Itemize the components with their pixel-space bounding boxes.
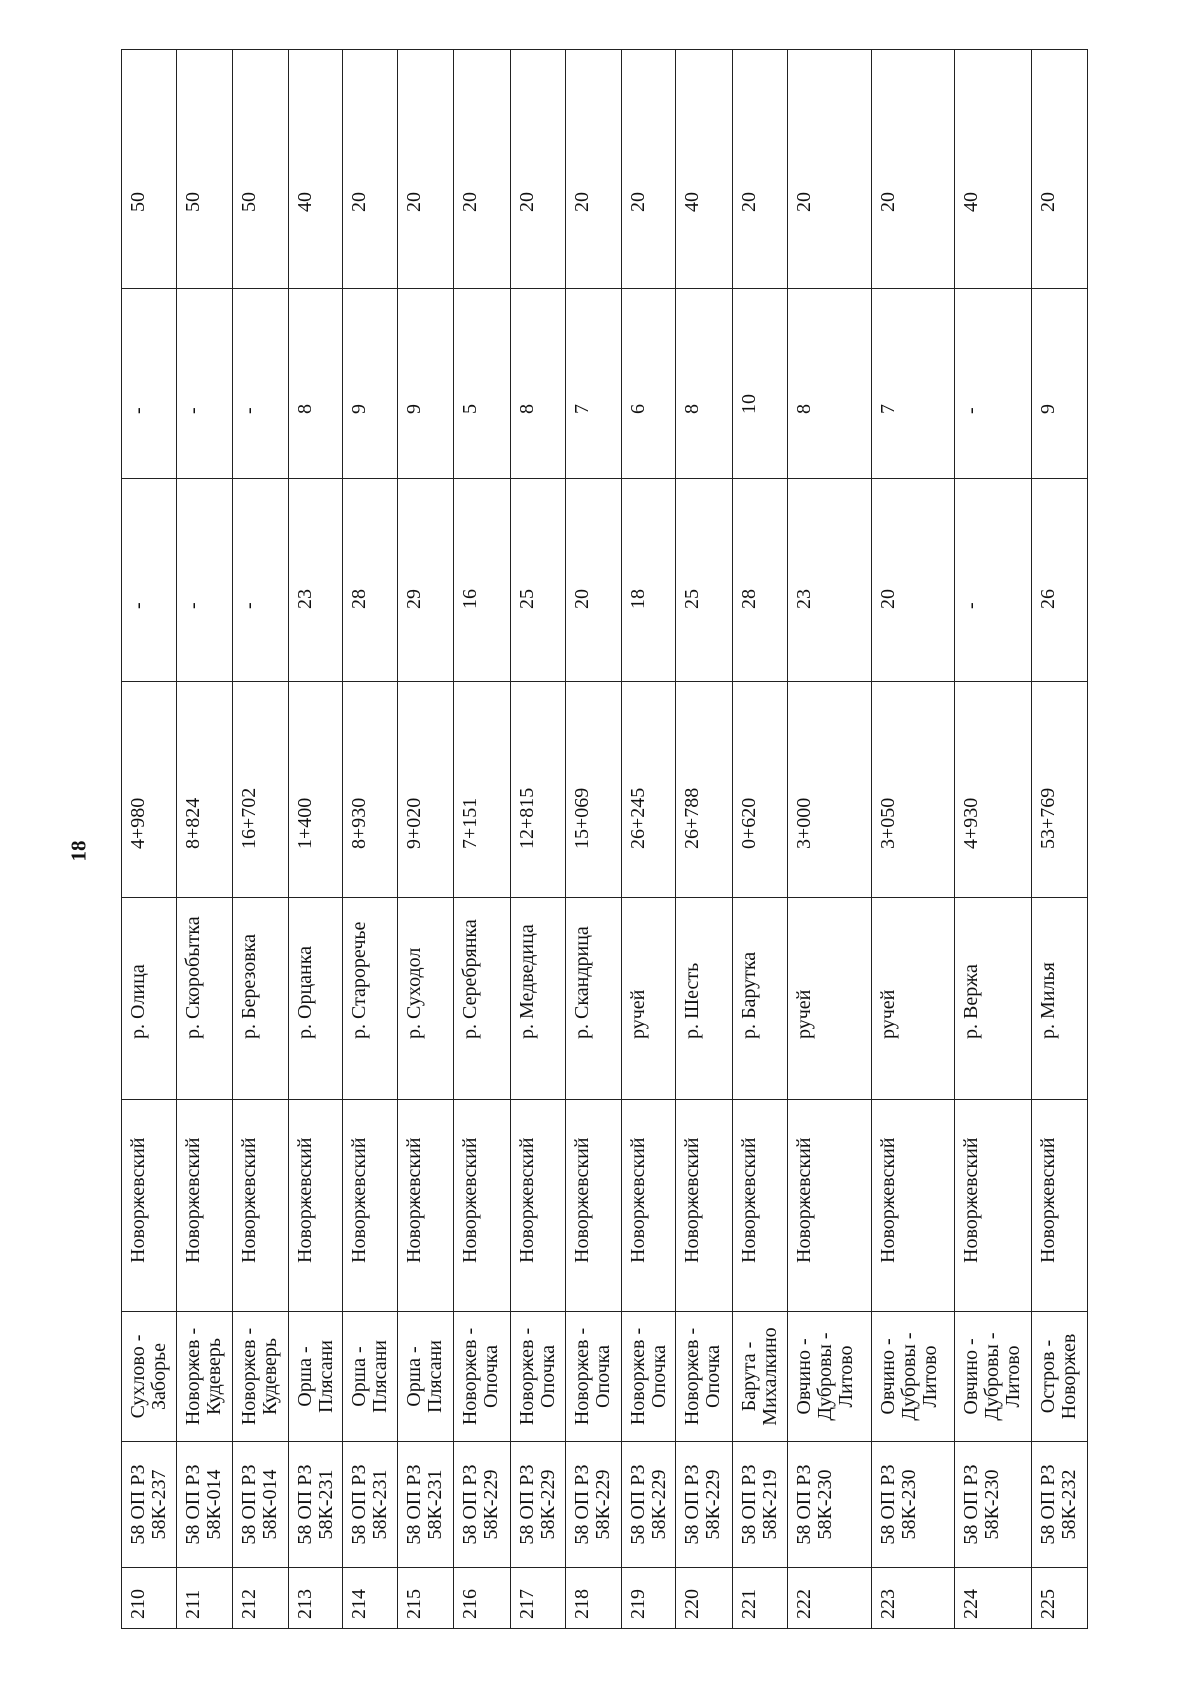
width-value: - bbox=[122, 289, 177, 479]
row-number: 221 bbox=[732, 1568, 788, 1629]
road-code: 58 ОП РЗ 58К-014 bbox=[233, 1442, 289, 1568]
road-direction: Барута - Михалкино bbox=[732, 1312, 788, 1442]
value-cell: 20 bbox=[453, 50, 511, 289]
district: Новоржевский bbox=[288, 1100, 343, 1312]
road-direction: Орша - Плясани bbox=[288, 1312, 343, 1442]
distance-km: 1+400 bbox=[288, 682, 343, 898]
value-cell: 20 bbox=[1032, 50, 1088, 289]
road-direction: Овчино - Дубровы - Литово bbox=[788, 1312, 871, 1442]
table-row bbox=[565, 50, 621, 1629]
row-number: 213 bbox=[288, 1568, 343, 1629]
distance-km: 8+930 bbox=[343, 682, 398, 898]
value-cell: 20 bbox=[621, 50, 676, 289]
length-value: 26 bbox=[1032, 479, 1088, 682]
table-body bbox=[122, 50, 1088, 1629]
distance-km: 26+788 bbox=[676, 682, 733, 898]
row-number: 223 bbox=[871, 1568, 954, 1629]
row-number: 217 bbox=[511, 1568, 566, 1629]
road-code: 58 ОП РЗ 58К-229 bbox=[676, 1442, 733, 1568]
length-value: 23 bbox=[788, 479, 871, 682]
water-object: р. Староречье bbox=[343, 898, 398, 1100]
road-direction: Новоржев - Опочка bbox=[621, 1312, 676, 1442]
district: Новоржевский bbox=[565, 1100, 621, 1312]
road-direction: Сухлово - Заборье bbox=[122, 1312, 177, 1442]
table-row bbox=[1032, 50, 1088, 1629]
row-number: 211 bbox=[176, 1568, 233, 1629]
value-cell: 20 bbox=[397, 50, 453, 289]
district: Новоржевский bbox=[397, 1100, 453, 1312]
table-row bbox=[343, 50, 398, 1629]
value-cell: 20 bbox=[788, 50, 871, 289]
width-value: 9 bbox=[1032, 289, 1088, 479]
distance-km: 8+824 bbox=[176, 682, 233, 898]
distance-km: 12+815 bbox=[511, 682, 566, 898]
road-direction: Остров - Новоржев bbox=[1032, 1312, 1088, 1442]
distance-km: 3+050 bbox=[871, 682, 954, 898]
road-direction: Овчино - Дубровы - Литово bbox=[871, 1312, 954, 1442]
water-object: р. Медведица bbox=[511, 898, 566, 1100]
road-code: 58 ОП РЗ 58К-229 bbox=[453, 1442, 511, 1568]
value-cell: 20 bbox=[343, 50, 398, 289]
road-code: 58 ОП РЗ 58К-229 bbox=[565, 1442, 621, 1568]
width-value: 8 bbox=[788, 289, 871, 479]
width-value: 7 bbox=[871, 289, 954, 479]
width-value: 5 bbox=[453, 289, 511, 479]
row-number: 224 bbox=[955, 1568, 1032, 1629]
length-value: 23 bbox=[288, 479, 343, 682]
row-number: 214 bbox=[343, 1568, 398, 1629]
district: Новоржевский bbox=[122, 1100, 177, 1312]
row-number: 225 bbox=[1032, 1568, 1088, 1629]
value-cell: 40 bbox=[676, 50, 733, 289]
value-cell: 20 bbox=[871, 50, 954, 289]
table-row bbox=[453, 50, 511, 1629]
width-value: - bbox=[176, 289, 233, 479]
width-value: - bbox=[955, 289, 1032, 479]
district: Новоржевский bbox=[176, 1100, 233, 1312]
width-value: 8 bbox=[676, 289, 733, 479]
road-direction: Новоржев - Опочка bbox=[676, 1312, 733, 1442]
width-value: 10 bbox=[732, 289, 788, 479]
distance-km: 9+020 bbox=[397, 682, 453, 898]
road-code: 58 ОП РЗ 58К-229 bbox=[621, 1442, 676, 1568]
length-value: 28 bbox=[343, 479, 398, 682]
width-value: - bbox=[233, 289, 289, 479]
width-value: 8 bbox=[511, 289, 566, 479]
water-object: р. Олица bbox=[122, 898, 177, 1100]
length-value: 16 bbox=[453, 479, 511, 682]
data-table bbox=[121, 49, 1088, 1629]
road-code: 58 ОП РЗ 58К-229 bbox=[511, 1442, 566, 1568]
row-number: 220 bbox=[676, 1568, 733, 1629]
distance-km: 53+769 bbox=[1032, 682, 1088, 898]
length-value: 20 bbox=[871, 479, 954, 682]
value-cell: 20 bbox=[565, 50, 621, 289]
table-row bbox=[732, 50, 788, 1629]
district: Новоржевский bbox=[732, 1100, 788, 1312]
road-code: 58 ОП РЗ 58К-230 bbox=[955, 1442, 1032, 1568]
value-cell: 20 bbox=[732, 50, 788, 289]
distance-km: 4+980 bbox=[122, 682, 177, 898]
row-number: 219 bbox=[621, 1568, 676, 1629]
length-value: 29 bbox=[397, 479, 453, 682]
width-value: 6 bbox=[621, 289, 676, 479]
table-row bbox=[871, 50, 954, 1629]
width-value: 8 bbox=[288, 289, 343, 479]
water-object: р. Шесть bbox=[676, 898, 733, 1100]
water-object: р. Вержа bbox=[955, 898, 1032, 1100]
length-value: - bbox=[233, 479, 289, 682]
row-number: 212 bbox=[233, 1568, 289, 1629]
value-cell: 40 bbox=[955, 50, 1032, 289]
district: Новоржевский bbox=[955, 1100, 1032, 1312]
district: Новоржевский bbox=[621, 1100, 676, 1312]
row-number: 210 bbox=[122, 1568, 177, 1629]
road-direction: Новоржев - Кудеверь bbox=[233, 1312, 289, 1442]
table-row bbox=[176, 50, 233, 1629]
length-value: - bbox=[955, 479, 1032, 682]
length-value: 25 bbox=[511, 479, 566, 682]
road-direction: Орша - Плясани bbox=[397, 1312, 453, 1442]
table-row bbox=[288, 50, 343, 1629]
table-row bbox=[788, 50, 871, 1629]
length-value: - bbox=[122, 479, 177, 682]
table-container bbox=[121, 50, 1088, 1629]
water-object: р. Суходол bbox=[397, 898, 453, 1100]
length-value: 20 bbox=[565, 479, 621, 682]
road-direction: Новоржев - Опочка bbox=[511, 1312, 566, 1442]
road-code: 58 ОП РЗ 58К-219 bbox=[732, 1442, 788, 1568]
water-object: р. Скандрица bbox=[565, 898, 621, 1100]
road-code: 58 ОП РЗ 58К-014 bbox=[176, 1442, 233, 1568]
road-code: 58 ОП РЗ 58К-231 bbox=[397, 1442, 453, 1568]
width-value: 9 bbox=[343, 289, 398, 479]
length-value: 28 bbox=[732, 479, 788, 682]
row-number: 218 bbox=[565, 1568, 621, 1629]
district: Новоржевский bbox=[788, 1100, 871, 1312]
road-direction: Новоржев - Опочка bbox=[453, 1312, 511, 1442]
table-row bbox=[122, 50, 177, 1629]
road-code: 58 ОП РЗ 58К-231 bbox=[288, 1442, 343, 1568]
distance-km: 7+151 bbox=[453, 682, 511, 898]
water-object: р. Березовка bbox=[233, 898, 289, 1100]
water-object: р. Орцанка bbox=[288, 898, 343, 1100]
road-direction: Новоржев - Кудеверь bbox=[176, 1312, 233, 1442]
water-object: р. Скоробытка bbox=[176, 898, 233, 1100]
road-direction: Овчино - Дубровы - Литово bbox=[955, 1312, 1032, 1442]
value-cell: 50 bbox=[122, 50, 177, 289]
distance-km: 26+245 bbox=[621, 682, 676, 898]
district: Новоржевский bbox=[676, 1100, 733, 1312]
district: Новоржевский bbox=[511, 1100, 566, 1312]
water-object: р. Барутка bbox=[732, 898, 788, 1100]
district: Новоржевский bbox=[453, 1100, 511, 1312]
district: Новоржевский bbox=[343, 1100, 398, 1312]
road-code: 58 ОП РЗ 58К-237 bbox=[122, 1442, 177, 1568]
table-row bbox=[397, 50, 453, 1629]
water-object: р. Милья bbox=[1032, 898, 1088, 1100]
road-code: 58 ОП РЗ 58К-230 bbox=[871, 1442, 954, 1568]
table-row bbox=[621, 50, 676, 1629]
road-code: 58 ОП РЗ 58К-231 bbox=[343, 1442, 398, 1568]
length-value: - bbox=[176, 479, 233, 682]
table-row bbox=[955, 50, 1032, 1629]
table-row bbox=[233, 50, 289, 1629]
length-value: 18 bbox=[621, 479, 676, 682]
row-number: 222 bbox=[788, 1568, 871, 1629]
distance-km: 3+000 bbox=[788, 682, 871, 898]
value-cell: 50 bbox=[233, 50, 289, 289]
water-object: ручей bbox=[621, 898, 676, 1100]
district: Новоржевский bbox=[871, 1100, 954, 1312]
road-code: 58 ОП РЗ 58К-232 bbox=[1032, 1442, 1088, 1568]
length-value: 25 bbox=[676, 479, 733, 682]
width-value: 7 bbox=[565, 289, 621, 479]
water-object: р. Серебрянка bbox=[453, 898, 511, 1100]
value-cell: 40 bbox=[288, 50, 343, 289]
table-row bbox=[676, 50, 733, 1629]
water-object: ручей bbox=[788, 898, 871, 1100]
road-code: 58 ОП РЗ 58К-230 bbox=[788, 1442, 871, 1568]
table-row bbox=[511, 50, 566, 1629]
row-number: 216 bbox=[453, 1568, 511, 1629]
value-cell: 20 bbox=[511, 50, 566, 289]
water-object: ручей bbox=[871, 898, 954, 1100]
road-direction: Орша - Плясани bbox=[343, 1312, 398, 1442]
width-value: 9 bbox=[397, 289, 453, 479]
page-number: 18 bbox=[66, 840, 91, 862]
row-number: 215 bbox=[397, 1568, 453, 1629]
district: Новоржевский bbox=[1032, 1100, 1088, 1312]
distance-km: 4+930 bbox=[955, 682, 1032, 898]
distance-km: 15+069 bbox=[565, 682, 621, 898]
distance-km: 0+620 bbox=[732, 682, 788, 898]
value-cell: 50 bbox=[176, 50, 233, 289]
district: Новоржевский bbox=[233, 1100, 289, 1312]
distance-km: 16+702 bbox=[233, 682, 289, 898]
road-direction: Новоржев - Опочка bbox=[565, 1312, 621, 1442]
